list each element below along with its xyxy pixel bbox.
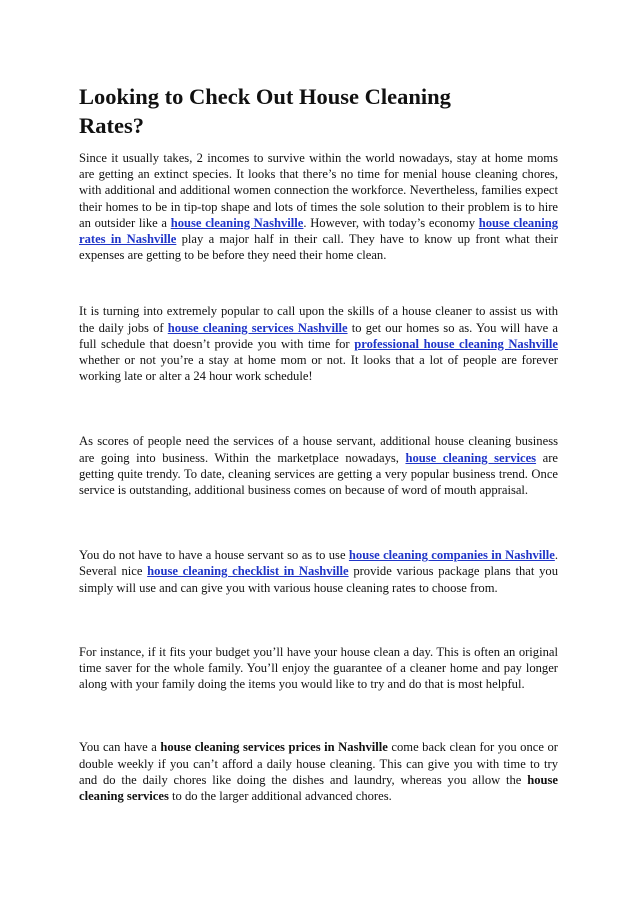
link-house-cleaning-companies-nashville[interactable]: house cleaning companies in Nashville — [348, 548, 555, 563]
page-title: Looking to Check Out House Cleaning Rates? — [79, 84, 451, 138]
paragraph-text: to get our homes so as. You will have a full schedule that doesn’t provide you with time for — [79, 320, 558, 351]
paragraph-2 — [79, 303, 558, 384]
paragraph-text: whether or not you’re a stay at home mom or not. It looks that a lot of people are forever working late or alter a 24 hour work schedule! — [79, 353, 558, 384]
paragraph-text: You can have a — [79, 740, 161, 755]
paragraph-text: provide various package plans that you simply will use and can give you with various house cleaning rates to choose from. — [79, 564, 558, 595]
link-house-cleaning-nashville[interactable]: house cleaning Nashville — [170, 215, 304, 230]
bold-keyword: house cleaning services — [79, 772, 558, 804]
paragraph-text: come back clean for you once or double weekly if you can’t afford a daily house cleaning. This can give you with time to try and do the daily chores like doing the dishes and laundry, whereas you allow the — [79, 740, 558, 787]
paragraph-text: play a major half in their call. They have to know up front what their expenses are getting to be before they need their home clean. — [79, 232, 558, 263]
paragraph-text: As scores of people need the services of a house servant, additional house cleaning business are going into business. Within the marketplace nowadays, — [79, 434, 558, 465]
paragraph-text: to do the larger additional advanced chores. — [168, 789, 392, 804]
link-house-cleaning-checklist-nashville[interactable]: house cleaning checklist in Nashville — [147, 564, 349, 579]
link-house-cleaning-rates-nashville[interactable]: house cleaning rates in Nashville — [79, 215, 559, 247]
link-house-cleaning-services[interactable]: house cleaning services — [405, 450, 537, 465]
paragraph-6 — [79, 739, 558, 804]
link-house-cleaning-services-nashville[interactable]: house cleaning services Nashville — [167, 320, 348, 335]
paragraph-text: . Several nice — [79, 548, 558, 579]
paragraph-4 — [79, 547, 558, 596]
paragraph-text: You do not have to have a house servant so as to use — [79, 548, 349, 563]
bold-keyword: house cleaning services prices in Nashville — [160, 740, 388, 755]
paragraph-text: Since it usually takes, 2 incomes to survive within the world nowadays, stay at home moms are getting an extinct species. It looks that there’s no time for menial house cleaning chores, with additional and additional women connection the workforce. Nevertheless, families expect their homes to be in tip-top shape and lots of times the sole solution to their problem is to hire an outsider like a — [79, 151, 558, 230]
paragraph-text: . However, with today’s economy — [303, 215, 479, 230]
paragraph-1 — [79, 150, 558, 263]
link-professional-house-cleaning-nashville[interactable]: professional house cleaning Nashville — [354, 336, 559, 351]
paragraph-5 — [79, 644, 558, 693]
paragraph-3 — [79, 433, 558, 498]
paragraph-text: It is turning into extremely popular to call upon the skills of a house cleaner to assist us with the daily jobs of — [79, 304, 558, 335]
paragraph-text: For instance, if it fits your budget you’ll have your house clean a day. This is often an original time saver for the whole family. You’ll enjoy the guarantee of a cleaner home and pay longer along with your family doing the items you would like to try and do that is most helpful. — [79, 644, 558, 692]
paragraph-text: are getting quite trendy. To date, cleaning services are getting a very popular business trend. Once service is outstanding, additional business comes on because of word of mouth appraisal. — [79, 450, 558, 498]
